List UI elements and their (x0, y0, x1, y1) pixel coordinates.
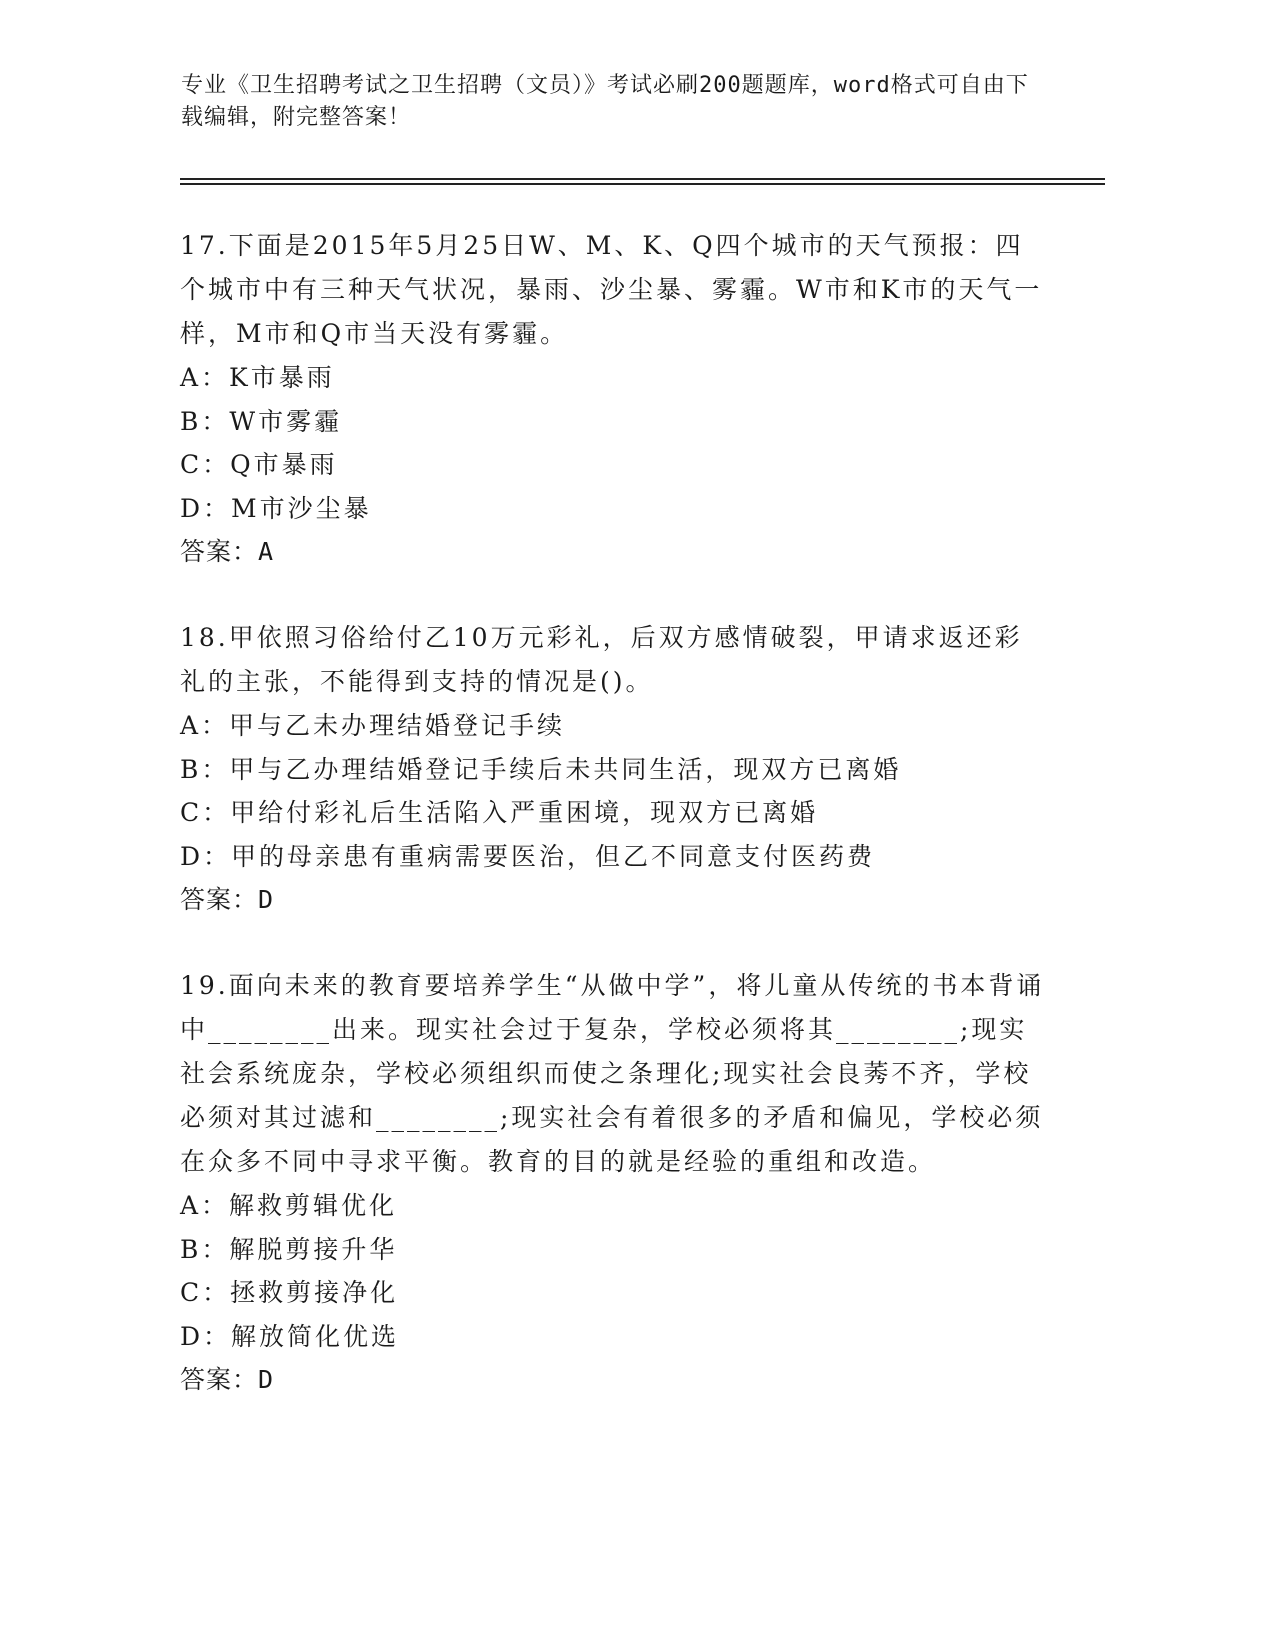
question-19 (180, 964, 1050, 1402)
header-divider-bottom (180, 183, 1105, 185)
question-stem: 18.甲依照习俗给付乙10万元彩礼，后双方感情破裂，甲请求返还彩礼的主张，不能得到支持的情况是()。 (180, 623, 1023, 696)
option-a: A：K市暴雨 (180, 363, 335, 392)
option-c: C：拯救剪接净化 (180, 1278, 399, 1307)
option-b: B：甲与乙办理结婚登记手续后未共同生活，现双方已离婚 (180, 754, 902, 784)
option-d: D：甲的母亲患有重病需要医治，但乙不同意支付医药费 (180, 841, 876, 871)
option-d: D：解放简化优选 (180, 1321, 400, 1351)
answer-line: 答案：D (180, 1365, 275, 1394)
question-stem: 19.面向未来的教育要培养学生“从做中学”，将儿童从传统的书本背诵中________出来。现实社会过于复杂，学校必须将其________;现实社会系统庞杂，学校必须组织而使之条理化;现实社会良莠不齐，学校必须对其过滤和________;现实社会有着很多的矛盾和偏见，学校必须在众多不同中寻求平衡。教育的目的就是经验的重组和改造。 (180, 971, 1045, 1176)
answer-line: 答案：A (180, 537, 275, 566)
option-c: C：Q市暴雨 (180, 450, 338, 479)
option-b: B：W市雾霾 (180, 406, 343, 436)
question-18 (180, 616, 1050, 922)
option-d: D：M市沙尘暴 (180, 493, 372, 523)
option-a: A：甲与乙未办理结婚登记手续 (180, 711, 566, 740)
option-c: C：甲给付彩礼后生活陷入严重困境，现双方已离婚 (180, 798, 819, 827)
option-a: A：解救剪辑优化 (180, 1191, 398, 1220)
header-divider-top (180, 178, 1105, 180)
question-17 (180, 224, 1050, 574)
document-header: 专业《卫生招聘考试之卫生招聘（文员）》考试必刷200题题库，word格式可自由下载编辑，附完整答案！ (181, 73, 1029, 130)
question-stem: 17.下面是2015年5月25日W、M、K、Q四个城市的天气预报：四个城市中有三种天气状况，暴雨、沙尘暴、雾霾。W市和K市的天气一样，M市和Q市当天没有雾霾。 (180, 231, 1043, 348)
answer-line: 答案：D (180, 885, 275, 914)
option-b: B：解脱剪接升华 (180, 1234, 398, 1264)
